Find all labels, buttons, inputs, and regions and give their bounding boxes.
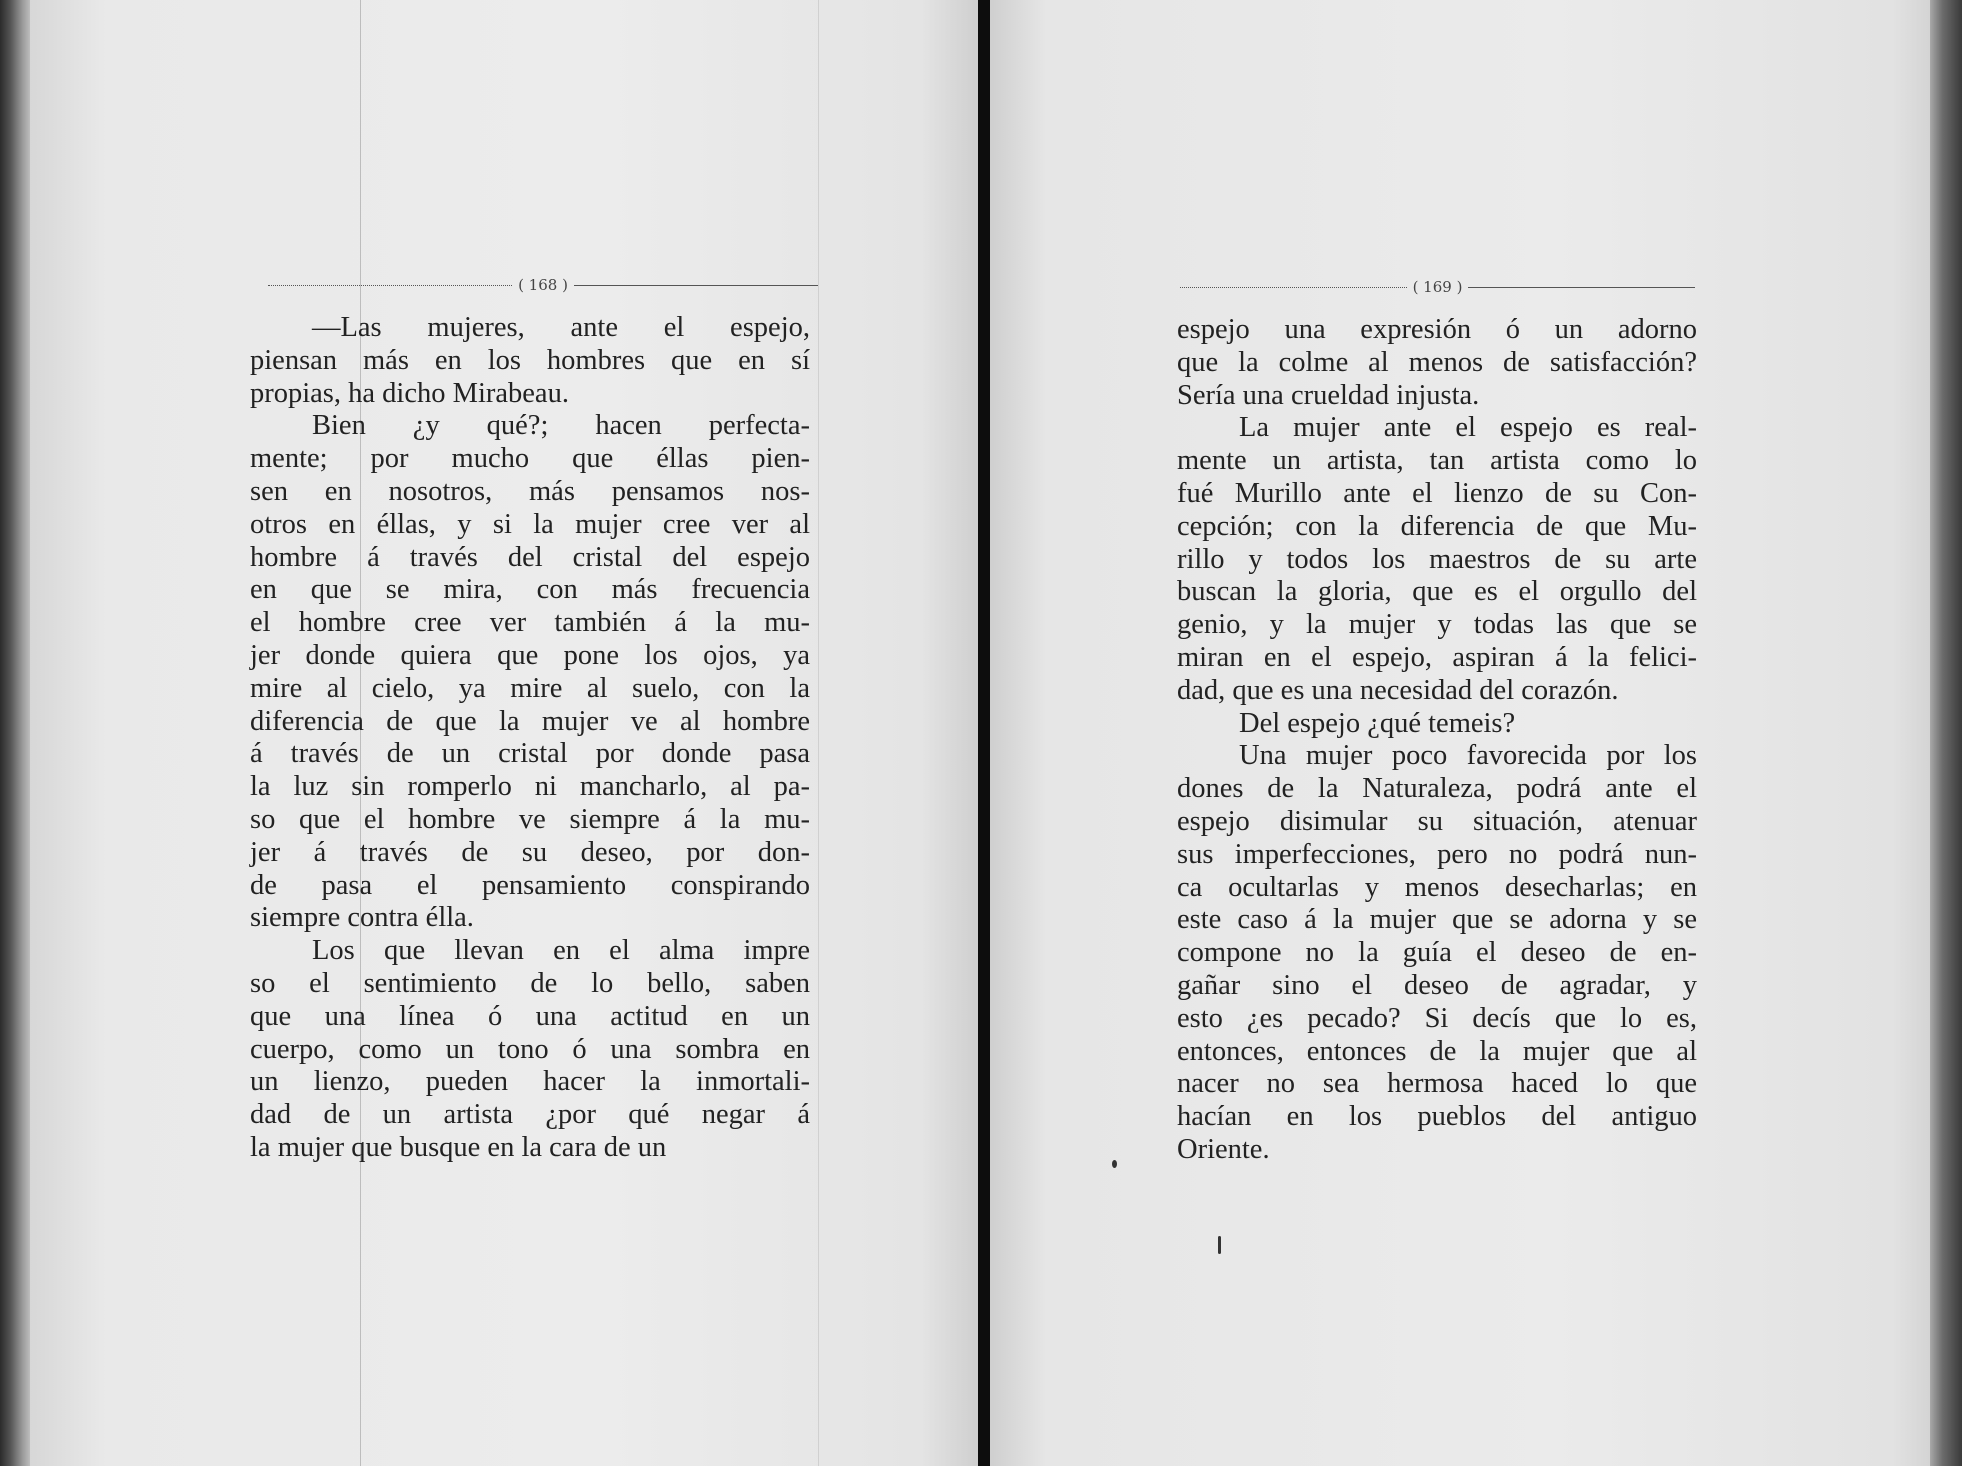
text-line: jer á través de su deseo, por don- — [250, 836, 810, 868]
header-rule-left — [268, 285, 512, 286]
text-line: —Las mujeres, ante el espejo, — [312, 312, 810, 343]
text-line: La mujer ante el espejo es real- — [1239, 412, 1697, 444]
text-line: espejo disimular su situación, atenuar — [1177, 805, 1697, 837]
text-line: que una línea ó una actitud en un — [250, 1000, 810, 1032]
text-line: dad, que es una necesidad del corazón. — [1177, 674, 1619, 706]
text-line: rillo y todos los maestros de su arte — [1177, 543, 1697, 575]
text-line: buscan la gloria, que es el orgullo del — [1177, 576, 1697, 608]
book-right-edge — [1930, 0, 1962, 1466]
text-line: so el sentimiento de lo bello, saben — [250, 967, 810, 999]
ink-speck — [1112, 1160, 1117, 1168]
text-line: á través de un cristal por donde pasa — [250, 738, 810, 770]
text-line: siempre contra élla. — [250, 902, 474, 934]
paragraph — [1177, 314, 1697, 412]
ink-speck — [1218, 1236, 1221, 1254]
text-line: dad de un artista ¿por qué negar á — [250, 1099, 810, 1131]
left-page — [30, 0, 978, 1466]
text-line: piensan más en los hombres que en sí — [250, 344, 810, 376]
text-line: entonces, entonces de la mujer que al — [1177, 1035, 1697, 1067]
right-page — [990, 0, 1930, 1466]
text-line: genio, y la mujer y todas las que se — [1177, 609, 1697, 641]
text-line: so que el hombre ve siempre á la mu- — [250, 803, 810, 835]
text-line: compone no la guía el deseo de en- — [1177, 937, 1697, 969]
text-line: jer donde quiera que pone los ojos, ya — [250, 639, 810, 671]
text-line: este caso á la mujer que se adorna y se — [1177, 904, 1697, 936]
paragraph — [250, 935, 810, 1165]
text-line: Bien ¿y qué?; hacen perfecta- — [312, 410, 810, 442]
text-line: Del espejo ¿qué temeis? — [1239, 707, 1516, 739]
text-line: la mujer que busque en la cara de un — [250, 1131, 667, 1163]
text-line: sen en nosotros, más pensamos nos- — [250, 475, 810, 507]
text-line: mente; por mucho que éllas pien- — [250, 443, 810, 475]
text-line: Los que llevan en el alma impre — [312, 935, 810, 967]
paragraph — [1177, 740, 1697, 1166]
text-line: fué Murillo ante el lienzo de su Con- — [1177, 477, 1697, 509]
text-line: un lienzo, pueden hacer la inmortali- — [250, 1066, 810, 1098]
left-page-body — [250, 312, 810, 1165]
left-page-header — [268, 276, 818, 294]
text-line: cepción; con la diferencia de que Mu- — [1177, 510, 1697, 542]
text-line: sus imperfecciones, pero no podrá nun- — [1177, 838, 1697, 870]
book-left-edge — [0, 0, 30, 1466]
text-line: gañar sino el deseo de agradar, y — [1177, 969, 1697, 1001]
text-line: Una mujer poco favorecida por los — [1239, 740, 1697, 772]
text-line: miran en el espejo, aspiran á la felici- — [1177, 641, 1697, 673]
text-line: mire al cielo, ya mire al suelo, con la — [250, 672, 810, 704]
text-line: esto ¿es pecado? Si decís que lo es, — [1177, 1002, 1697, 1034]
text-line: hombre á través del cristal del espejo — [250, 541, 810, 573]
text-line: ca ocultarlas y menos desecharlas; en — [1177, 871, 1697, 903]
text-line: Sería una crueldad injusta. — [1177, 379, 1480, 411]
text-line: mente un artista, tan artista como lo — [1177, 445, 1697, 477]
header-rule-left — [1180, 287, 1407, 288]
paragraph — [1177, 708, 1697, 741]
text-line: hacían en los pueblos del antiguo — [1177, 1101, 1697, 1133]
text-line: en que se mira, con más frecuencia — [250, 574, 810, 606]
header-rule-right — [1468, 287, 1695, 288]
paragraph — [250, 410, 810, 935]
right-page-body — [1177, 314, 1697, 1167]
text-line: diferencia de que la mujer ve al hombre — [250, 705, 810, 737]
text-line: propias, ha dicho Mirabeau. — [250, 377, 569, 409]
page-number: ( 168 ) — [518, 276, 568, 294]
left-page-crease-line — [818, 0, 819, 1466]
text-line: que la colme al menos de satisfacción? — [1177, 346, 1697, 378]
text-line: otros en éllas, y si la mujer cree ver al — [250, 508, 810, 540]
text-line: dones de la Naturaleza, podrá ante el — [1177, 773, 1697, 805]
paragraph — [1177, 412, 1697, 707]
text-line: cuerpo, como un tono ó una sombra en — [250, 1033, 810, 1065]
text-line: nacer no sea hermosa haced lo que — [1177, 1068, 1697, 1100]
header-rule-right — [574, 285, 818, 286]
text-line: Oriente. — [1177, 1133, 1270, 1165]
page-number: ( 169 ) — [1412, 278, 1463, 296]
text-line: espejo una expresión ó un adorno — [1177, 314, 1697, 345]
text-line: el hombre cree ver también á la mu- — [250, 607, 810, 639]
right-page-header — [1180, 278, 1695, 296]
book-gutter — [978, 0, 990, 1466]
text-line: de pasa el pensamiento conspirando — [250, 869, 810, 901]
text-line: la luz sin romperlo ni mancharlo, al pa- — [250, 771, 810, 803]
paragraph — [250, 312, 810, 410]
